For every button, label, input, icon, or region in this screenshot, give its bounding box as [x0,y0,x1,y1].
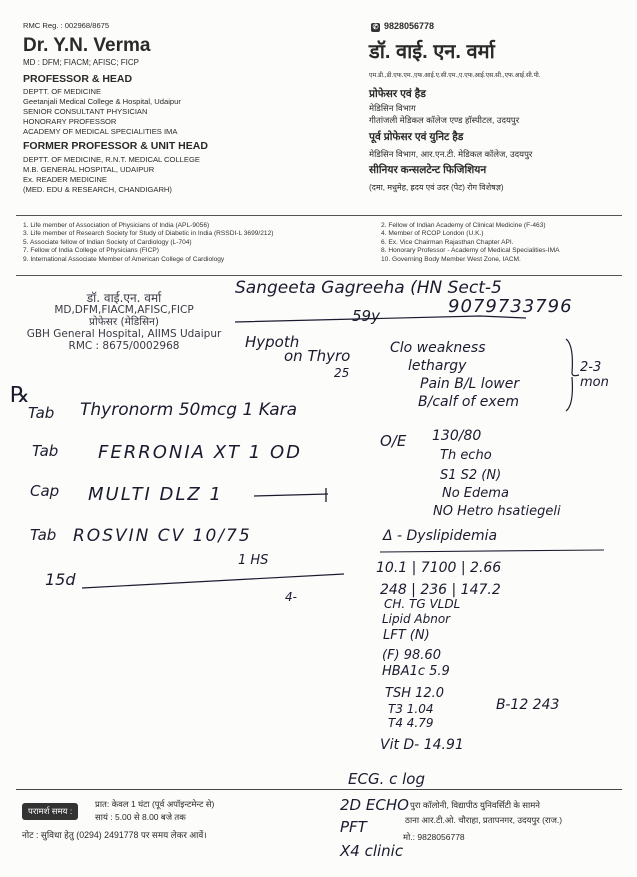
dept-hindi-1: मेडिसिन विभाग [369,103,416,113]
stamp-hospital: GBH General Hospital, AIIMS Udaipur [26,328,222,340]
rx-end-line [80,564,350,594]
phone-icon: ✆ [372,24,379,31]
history-thyronorm: on Thyro [284,347,351,365]
advice-ecg: ECG. c log [348,770,425,788]
consultation-badge: परामर्श समय : [22,803,78,820]
lab-lft: LFT (N) [383,628,430,643]
title-professor-head: PROFESSOR & HEAD [23,73,133,85]
lab-vit-d: Vit D- 14.91 [380,737,464,753]
former-line-3: Ex. READER MEDICINE [23,175,107,184]
med-form-1: Tab [28,404,55,422]
lab-b12: B-12 243 [496,697,560,713]
consult-time-morning: प्रात: केवल 1 घंटा (पूर्व अपॉइन्टमेन्ट से) [95,799,215,809]
med-3-line [252,486,332,506]
consultant-hindi: सीनियर कन्सलटेन्ट फिजिशियन [369,164,487,176]
title-former-professor: FORMER PROFESSOR & UNIT HEAD [23,140,208,152]
complaint-3: Pain B/L lower [420,376,520,392]
title-professor-hindi: प्रोफेसर एवं हैड [369,88,426,100]
appointment-note: नोट : सुविधा हेतु (0294) 2491778 पर समय लेकर आवें। [22,830,207,840]
membership-item: 10. Governing Body Member West Zone, IACM. [381,255,521,263]
consult-time-evening: सायं : 5.00 से 8.00 बजे तक [95,812,186,822]
complaint-4: B/calf of exem [418,394,519,410]
lab-t3: T3 1.04 [388,702,434,716]
stamp-title-hindi: प्रोफेसर (मेडिसिन) [89,316,159,328]
membership-item: 9. International Associate Member of American College of Cardiology [23,255,225,263]
former-line-4: (MED. EDU & RESEARCH, CHANDIGARH) [23,185,172,194]
lab-lipid-labels: CH. TG VLDL [384,597,461,611]
address-line-2: ठाना आर.टी.ओ. चौराहा, प्रतापनगर, उदयपुर (राज.) [405,815,563,825]
lab-tsh: TSH 12.0 [385,686,445,701]
advice-pft: PFT [340,818,367,836]
doctor-stamp [24,292,224,352]
phone-number: 9828056778 [384,21,435,31]
doctor-degrees: MD : DFM; FIACM; AFISC; FICP [23,58,139,67]
membership-item: 6. Ex. Vice Chairman Rajasthan Chapter API. [381,238,514,246]
med-4-schedule: 1 HS [238,553,269,568]
dept-line-5: ACADEMY OF MEDICAL SPECIALITIES IMA [23,127,178,136]
history-hypothyroid: Hypoth [245,333,300,351]
oe-other: NO Hetro hsatiegeli [433,504,561,519]
phone-row [371,21,434,32]
specialty-hindi: (दमा, मधुमेह, ह्रदय एवं उदर (पेट) रोग विशेषज्ञ) [369,183,504,192]
lab-cbc: 10.1 | 7100 | 2.66 [376,560,502,576]
rx-symbol: ℞ [10,383,30,408]
med-form-4: Tab [30,526,57,544]
address-line-1: पुरा कॉलोनी, विद्यापीठ युनिवर्सिटी के सामने [410,800,541,810]
dept-line-3: SENIOR CONSULTANT PHYSICIAN [23,107,148,116]
header-divider [16,215,622,216]
memberships-divider [16,275,622,276]
title-former-hindi: पूर्व प्रोफेसर एवं युनिट हैड [369,131,464,143]
membership-item: 5. Associate fellow of Indian Society of Cardiology (L-704) [23,238,192,246]
dept-hindi-2: गीतांजली मेडिकल कॉलेज एण्ड हॉस्पीटल, उदयपुर [369,115,520,125]
complaints-bracket [562,335,582,415]
stamp-name-hindi: डॉ. वाई.एन. वर्मा [86,291,162,305]
med-3: MULTI DLZ 1 [88,484,223,505]
doctor-name: Dr. Y.N. Verma [23,35,151,56]
oe-bp: 130/80 [432,428,482,444]
former-line-2: M.B. GENERAL HOSPITAL, UDAIPUR [23,165,155,174]
oe-label: O/E [380,432,407,450]
advice-echo: 2D ECHO [340,796,409,814]
doctor-name-hindi: डॉ. वाई. एन. वर्मा [369,41,495,63]
patient-underline [230,300,530,330]
lab-lipid-values: 248 | 236 | 147.2 [380,582,501,598]
lab-fasting-sugar: (F) 98.60 [382,648,441,663]
advice-clinic: X4 clinic [340,842,404,860]
followup-note: 4- [285,590,297,604]
med-1: Thyronorm 50mcg 1 Kara [80,400,298,420]
rmc-reg: RMC Reg. : 002968/8675 [23,21,110,30]
membership-item: 8. Honorary Professor - Academy of Medical Specialities-IMA [381,247,560,255]
oe-edema: No Edema [442,486,509,501]
membership-item: 1. Life member of Association of Physicians of India (APL-9056) [23,222,210,229]
memberships-right [381,222,559,264]
lab-lipid-abnormal: Lipid Abnor [382,612,451,626]
med-form-3: Cap [30,482,60,500]
membership-item: 2. Fellow of Indian Academy of Clinical Medicine (F-463) [381,222,546,229]
lab-t4: T4 4.79 [388,716,434,730]
stamp-degrees: MD,DFM,FIACM,AFISC,FICP [54,304,194,316]
memberships-left [23,222,273,264]
complaint-2: lethargy [408,358,467,374]
former-hindi: मेडिसिन विभाग, आर.एन.टी. मेडिकल कॉलेज, उदयपुर [369,149,533,159]
diagnosis: Δ - Dyslipidemia [383,528,498,544]
patient-age: 59y [352,307,380,325]
address-mobile: मो.: 9828056778 [403,832,465,842]
dept-line-2: Geetanjali Medical College & Hospital, Udaipur [23,97,181,106]
patient-name: Sangeeta Gagreeha (HN Sect-5 [235,278,502,298]
former-line-1: DEPTT. OF MEDICINE, R.N.T. MEDICAL COLLEGE [23,155,200,164]
membership-item: 7. Fellow of India College of Physicians (FICP) [23,247,159,255]
membership-item: 3. Life member of Research Society for Study of Diabetic in India (RSSDI-L 3699/212) [23,230,274,238]
med-form-2: Tab [32,442,59,460]
lab-hba1c: HBA1c 5.9 [382,664,450,679]
history-dose: 25 [334,366,350,380]
oe-heart-sounds: S1 S2 (N) [440,468,502,483]
stamp-rmc: RMC : 8675/0002968 [68,340,180,352]
complaint-1: Clo weakness [390,340,486,356]
oe-echo: Th echo [440,448,492,463]
doctor-degrees-hindi: एम.डी.,डी.एफ.एम.,एफ.आई.ए.सी.एम.,ए.एफ.आई.एस.सी.,एफ.आई.सी.पी. [369,72,541,79]
med-4: ROSVIN CV 10/75 [73,526,252,546]
diagnosis-underline [378,546,608,556]
duration-days: 15d [45,570,76,589]
footer-divider [16,789,622,790]
patient-phone: 9079733796 [448,296,573,317]
med-2: FERRONIA XT 1 OD [98,442,302,463]
dept-line-4: HONORARY PROFESSOR [23,117,117,126]
complaint-duration: 2-3 mon [580,360,609,390]
dept-line-1: DEPTT. OF MEDICINE [23,87,102,96]
membership-item: 4. Member of RCOP London (U.K.) [381,230,484,238]
